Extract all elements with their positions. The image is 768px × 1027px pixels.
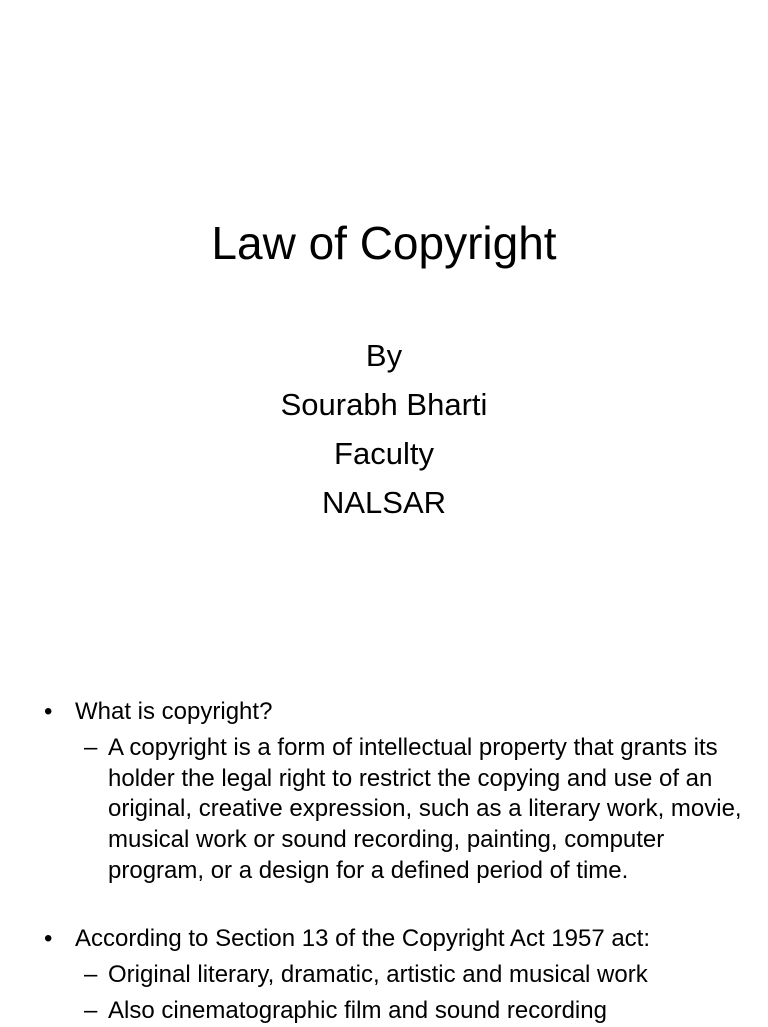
sub-bullet-mark: – — [84, 734, 98, 761]
bullet-mark: • — [44, 925, 53, 952]
author-institution: NALSAR — [321, 485, 447, 520]
subtitle-block — [0, 331, 768, 527]
bullet-text: According to Section 13 of the Copyright Act 1957 act: — [75, 925, 651, 952]
bullet-mark: • — [44, 698, 53, 725]
author-role: Faculty — [334, 436, 434, 471]
bullet-text: What is copyright? — [75, 698, 273, 725]
slide-title: Law of Copyright — [211, 217, 557, 269]
sub-bullet-text: Also cinematographic film and sound recording — [108, 997, 607, 1024]
sub-bullet-text: A copyright is a form of intellectual property that grants its holder the legal right to restrict the copying and use of an original, creative expression, such as a literary work, movie, musical work or sound recording, painting, computer program, or a design for a defined period of time. — [108, 734, 742, 884]
sub-bullet-mark: – — [84, 997, 98, 1024]
content-slide — [0, 690, 768, 1024]
subtitle-by: By — [365, 338, 403, 373]
author-name: Sourabh Bharti — [280, 387, 488, 422]
sub-bullet-text: Original literary, dramatic, artistic and musical work — [108, 961, 648, 988]
sub-bullet-mark: – — [84, 961, 98, 988]
